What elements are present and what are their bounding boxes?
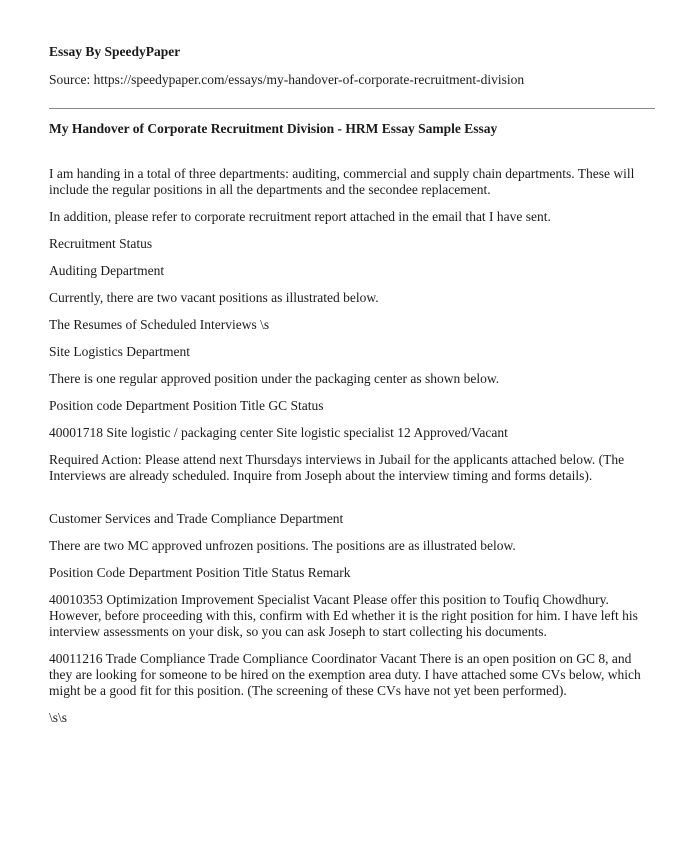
heading-customer-services: Customer Services and Trade Compliance Department [49,511,344,526]
essay-brand-title: Essay By SpeedyPaper [49,44,181,59]
paragraph-intro: I am handing in a total of three departments: auditing, commercial and supply chain departments. These will include the regular positions in all the departments and the secondee replacement. [49,166,635,197]
paragraph-report-reference: In addition, please refer to corporate recruitment report attached in the email that I have sent. [49,209,551,224]
table-header-customer-services: Position Code Department Position Title Status Remark [49,565,351,580]
table-header-logistics: Position code Department Position Title GC Status [49,398,324,413]
paragraph-resumes: The Resumes of Scheduled Interviews \s [49,317,270,332]
essay-body [49,166,655,737]
heading-recruitment-status: Recruitment Status [49,236,153,251]
heading-auditing-department: Auditing Department [49,263,165,278]
heading-site-logistics: Site Logistics Department [49,344,190,359]
table-row-trade-compliance: 40011216 Trade Compliance Trade Compliance Coordinator Vacant There is an open position on GC 8, and they are looking for someone to be hired on the exemption area duty. I have attached some CVs below, which might be a good fit for this position. (The screening of these CVs have not yet been performed). [49,651,641,698]
paragraph-auditing-vacancies: Currently, there are two vacant positions as illustrated below. [49,290,379,305]
paragraph-trailing-marker: \s\s [49,710,68,725]
paragraph-mc-positions: There are two MC approved unfrozen positions. The positions are as illustrated below. [49,538,516,553]
table-row-optimization: 40010353 Optimization Improvement Specialist Vacant Please offer this position to Toufiq Chowdhury. However, before proceeding with this, confirm with Ed whether it is the right position for him. I have left his interview assessments on your disk, so you can ask Joseph to start collecting his documents. [49,592,638,639]
table-row-logistics: 40001718 Site logistic / packaging center Site logistic specialist 12 Approved/Vacant [49,425,508,440]
header-divider [49,108,655,109]
essay-title: My Handover of Corporate Recruitment Division - HRM Essay Sample Essay [49,121,498,136]
paragraph-logistics-position: There is one regular approved position under the packaging center as shown below. [49,371,500,386]
source-line: Source: https://speedypaper.com/essays/my-handover-of-corporate-recruitment-division [49,72,525,87]
paragraph-required-action: Required Action: Please attend next Thursdays interviews in Jubail for the applicants attached below. (The Interviews are already scheduled. Inquire from Joseph about the interview timing and forms details). [49,452,625,483]
